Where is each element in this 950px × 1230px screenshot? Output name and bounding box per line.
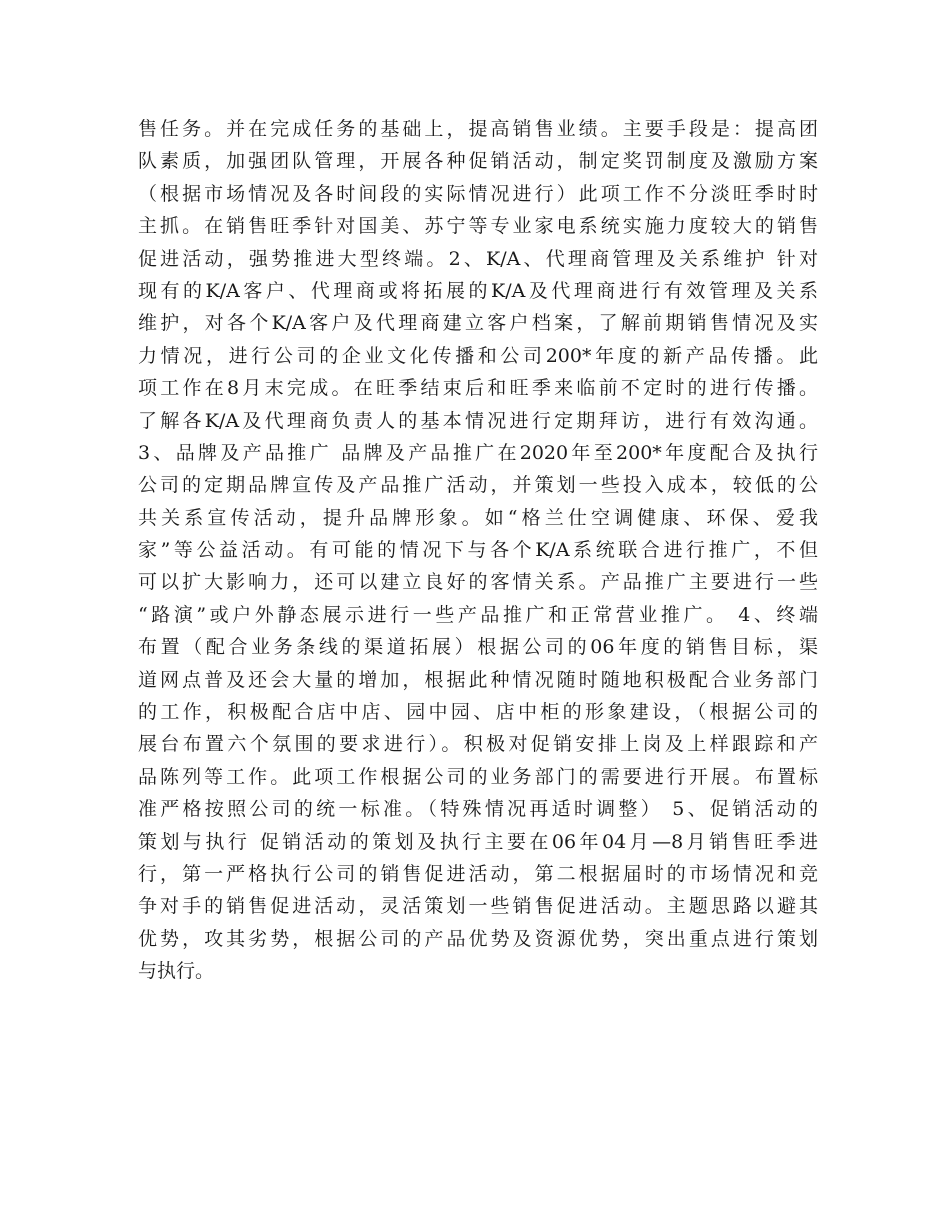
text-line-18: 道网点普及还会大量的增加，根据此种情况随时随地积极配合业务部门: [138, 668, 818, 691]
text-line-15: 可以扩大影响力，还可以建立良好的客情关系。产品推广主要进行一些: [138, 571, 818, 594]
text-line-19: 的工作，积极配合店中店、园中园、店中柜的形象建设，（根据公司的: [138, 701, 818, 724]
text-line-10: 了解各K/A及代理商负责人的基本情况进行定期拜访，进行有效沟通。: [138, 409, 818, 432]
text-line-6: 现有的K/A客户、代理商或将拓展的K/A及代理商进行有效管理及关系: [138, 279, 818, 302]
text-line-14: 家”等公益活动。有可能的情况下与各个K/A系统联合进行推广，不但: [138, 539, 818, 562]
text-line-24: 行，第一严格执行公司的销售促进活动，第二根据届时的市场情况和竞: [138, 862, 818, 885]
text-line-3: （根据市场情况及各时间段的实际情况进行）此项工作不分淡旺季时时: [138, 182, 818, 205]
body-paragraph: [138, 113, 818, 988]
text-line-26: 优势，攻其劣势，根据公司的产品优势及资源优势，突出重点进行策划: [138, 927, 818, 950]
text-line-25: 争对手的销售促进活动，灵活策划一些销售促进活动。主题思路以避其: [138, 895, 818, 918]
text-line-20: 展台布置六个氛围的要求进行）。积极对促销安排上岗及上样跟踪和产: [138, 733, 818, 756]
text-line-2: 队素质，加强团队管理，开展各种促销活动，制定奖罚制度及激励方案: [138, 150, 818, 173]
text-line-23: 策划与执行 促销活动的策划及执行主要在06年04月—8月销售旺季进: [138, 830, 818, 853]
text-line-7: 维护，对各个K/A客户及代理商建立客户档案，了解前期销售情况及实: [138, 312, 818, 335]
text-line-17: 布置（配合业务条线的渠道拓展）根据公司的06年度的销售目标，渠: [138, 636, 818, 659]
text-line-13: 共关系宣传活动，提升品牌形象。如“格兰仕空调健康、环保、爱我: [138, 506, 818, 529]
text-line-8: 力情况，进行公司的企业文化传播和公司200*年度的新产品传播。此: [138, 344, 818, 367]
text-line-11: 3、品牌及产品推广 品牌及产品推广在2020年至200*年度配合及执行: [138, 441, 818, 464]
text-line-22: 准严格按照公司的统一标准。（特殊情况再适时调整） 5、促销活动的: [138, 798, 818, 821]
text-line-12: 公司的定期品牌宣传及产品推广活动，并策划一些投入成本，较低的公: [138, 474, 818, 497]
text-line-16: “路演”或户外静态展示进行一些产品推广和正常营业推广。 4、终端: [138, 603, 818, 626]
text-line-1: 售任务。并在完成任务的基础上，提高销售业绩。主要手段是：提高团: [138, 118, 818, 140]
text-line-21: 品陈列等工作。此项工作根据公司的业务部门的需要进行开展。布置标: [138, 765, 818, 788]
text-line-5: 促进活动，强势推进大型终端。2、K/A、代理商管理及关系维护 针对: [138, 247, 818, 270]
text-line-27: 与执行。: [138, 960, 215, 983]
text-line-4: 主抓。在销售旺季针对国美、苏宁等专业家电系统实施力度较大的销售: [138, 215, 818, 238]
text-line-9: 项工作在8月末完成。在旺季结束后和旺季来临前不定时的进行传播。: [138, 377, 818, 400]
